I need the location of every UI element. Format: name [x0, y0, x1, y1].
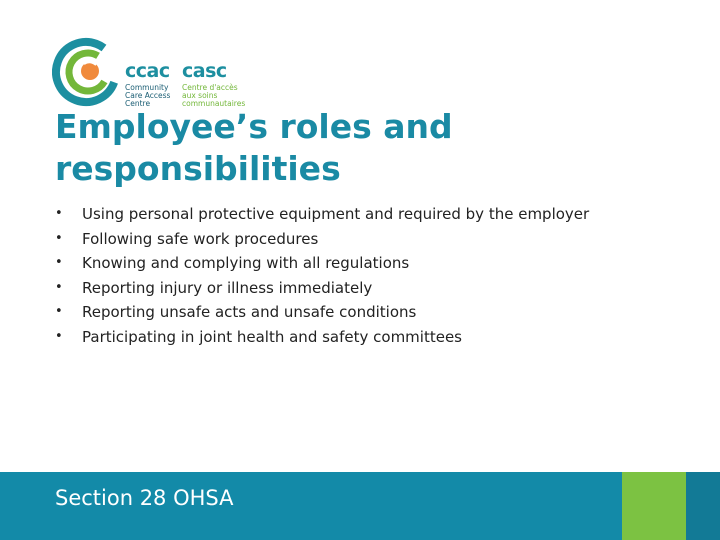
- bullet-item: [55, 276, 695, 301]
- bullet-item: [55, 202, 695, 227]
- bullet-text: Knowing and complying with all regulations: [82, 254, 410, 273]
- bullet-list: [55, 202, 695, 350]
- footer-band: [0, 472, 720, 540]
- footer-dark-block: [686, 472, 720, 540]
- bullet-marker: •: [55, 230, 63, 246]
- ccac-swirl-icon: [52, 34, 120, 110]
- ccac-logo: [52, 34, 252, 114]
- logo-subtitle-fr: Centre d'accès aux soins communautaires: [182, 83, 246, 108]
- slide-title: Employee’s roles and responsibilities: [55, 107, 453, 188]
- bullet-item: [55, 227, 695, 252]
- bullet-item: [55, 325, 695, 350]
- bullet-marker: •: [55, 255, 63, 271]
- bullet-marker: •: [55, 328, 63, 344]
- bullet-marker: •: [55, 206, 63, 221]
- logo-subtitle-en: Community Care Access Centre: [125, 83, 171, 108]
- bullet-marker: •: [55, 279, 63, 295]
- footer-green-block: [622, 472, 686, 540]
- bullet-text: Reporting injury or illness immediately: [82, 278, 373, 297]
- bullet-text: Using personal protective equipment and required by the employer: [82, 205, 590, 223]
- bullet-text: Participating in joint health and safety committees: [82, 327, 462, 346]
- bullet-marker: •: [55, 304, 63, 320]
- bullet-item: [55, 300, 695, 325]
- bullet-text: Following safe work procedures: [82, 229, 319, 248]
- bullet-text: Reporting unsafe acts and unsafe conditions: [82, 303, 417, 322]
- logo-abbr-fr: casc: [182, 60, 227, 82]
- bullet-item: [55, 251, 695, 276]
- logo-abbr-en: ccac: [125, 60, 170, 82]
- footer-section-label: Section 28 OHSA: [55, 486, 234, 510]
